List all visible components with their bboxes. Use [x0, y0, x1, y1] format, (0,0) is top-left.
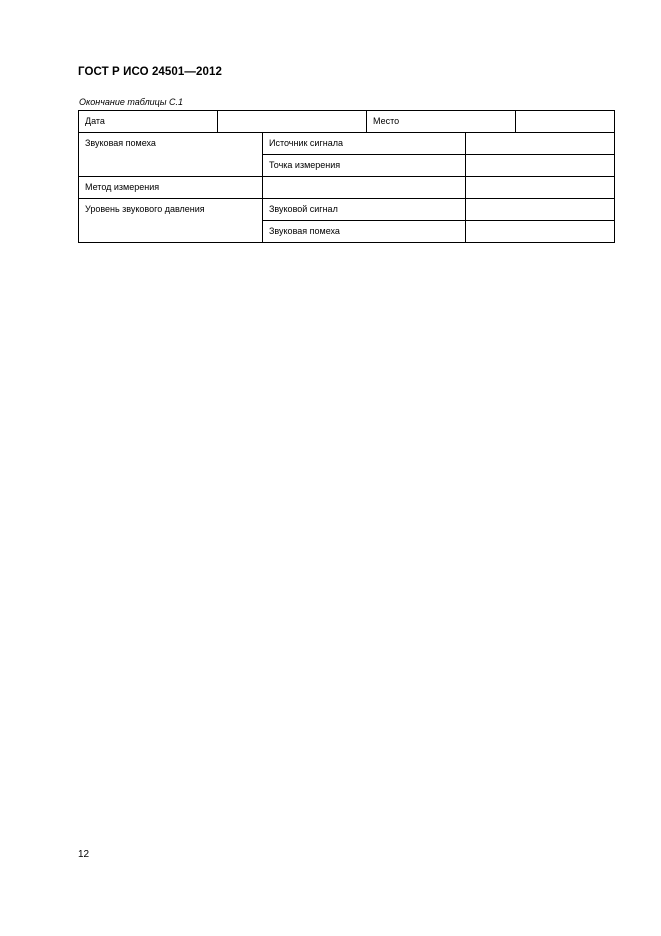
measurement-record-table	[78, 110, 615, 243]
signal-source-value-cell[interactable]	[466, 133, 615, 155]
measurement-method-label: Метод измерения	[79, 177, 263, 199]
date-value-cell[interactable]	[218, 111, 367, 133]
table-row-signal-source	[79, 133, 615, 155]
measurement-method-value-cell-2[interactable]	[466, 177, 615, 199]
sound-noise-label: Звуковая помеха	[263, 221, 466, 243]
signal-source-label: Источник сигнала	[263, 133, 466, 155]
measurement-point-label: Точка измерения	[263, 155, 466, 177]
noise-label: Звуковая помеха	[79, 133, 263, 177]
sound-pressure-label: Уровень звукового давления	[79, 199, 263, 243]
sound-signal-value-cell[interactable]	[466, 199, 615, 221]
measurement-method-value-cell[interactable]	[263, 177, 466, 199]
place-label: Место	[367, 111, 516, 133]
sound-noise-value-cell[interactable]	[466, 221, 615, 243]
place-value-cell[interactable]	[516, 111, 615, 133]
document-header-title: ГОСТ Р ИСО 24501—2012	[78, 66, 223, 78]
page-number: 12	[78, 849, 90, 860]
sound-signal-label: Звуковой сигнал	[263, 199, 466, 221]
table-row-date-place	[79, 111, 615, 133]
table-row-sound-signal	[79, 199, 615, 221]
table-caption: Окончание таблицы С.1	[79, 97, 183, 107]
date-label: Дата	[79, 111, 218, 133]
measurement-point-value-cell[interactable]	[466, 155, 615, 177]
table-row-measurement-method	[79, 177, 615, 199]
